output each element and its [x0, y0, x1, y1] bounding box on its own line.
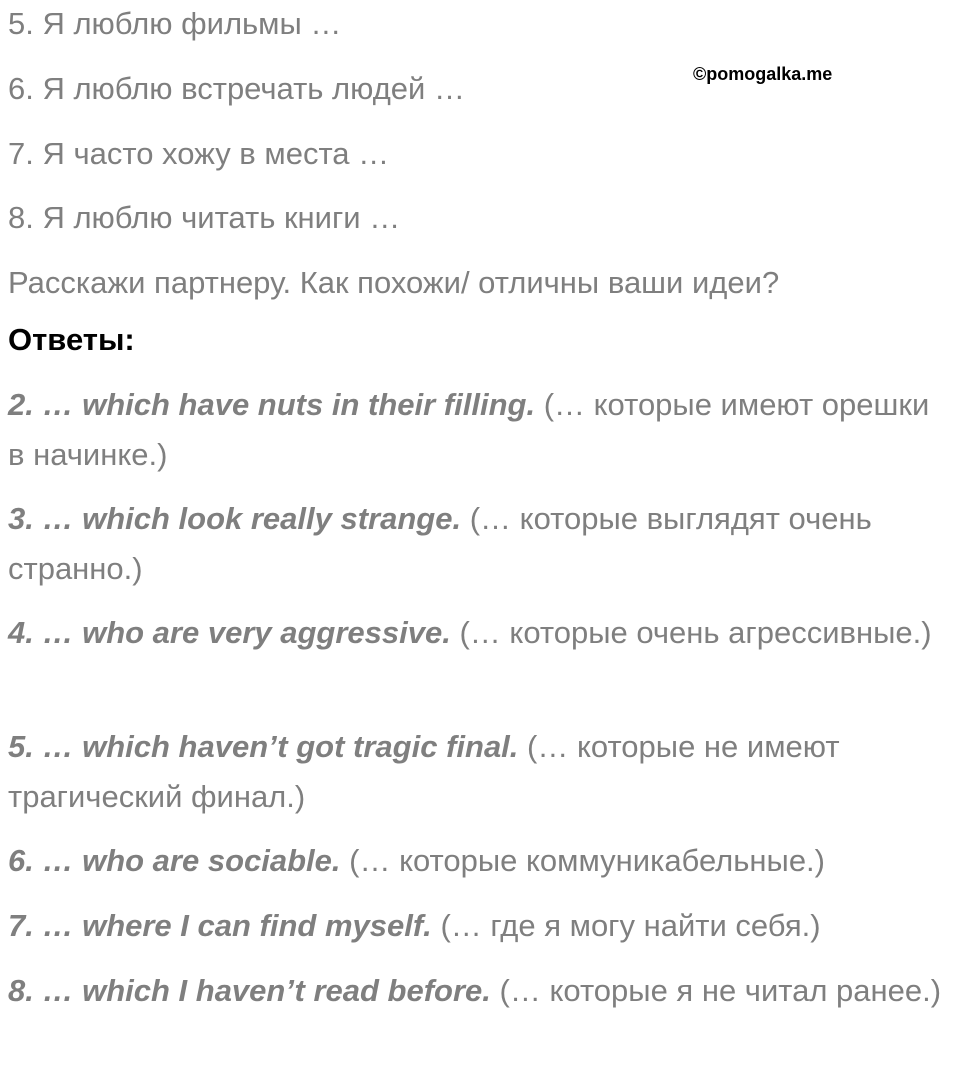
partner-task: Расскажи партнеру. Как похожи/ отличны ваши идеи?	[8, 265, 780, 300]
answer-2	[8, 380, 948, 480]
answer-3-russian: (… которые выглядят очень странно.)	[8, 501, 872, 586]
question-7: 7. Я часто хожу в места …	[8, 136, 390, 171]
question-5: 5. Я люблю фильмы …	[8, 6, 342, 41]
answers-heading: Ответы:	[8, 322, 135, 357]
answer-5-russian: (… которые не имеют трагический финал.)	[8, 729, 840, 814]
answer-2-english: 2. … which have nuts in their filling.	[8, 387, 536, 422]
answer-4	[8, 608, 948, 658]
watermark: ©pomogalka.me	[693, 64, 833, 84]
answer-3	[8, 494, 948, 594]
answer-6-russian: (… которые коммуникабельные.)	[349, 843, 825, 878]
answer-8-russian: (… которые я не читал ранее.)	[499, 973, 942, 1008]
answer-3-english: 3. … which look really strange.	[8, 501, 462, 536]
answer-2-russian: (… которые имеют орешки в начинке.)	[8, 387, 930, 472]
answer-7	[8, 901, 948, 951]
answer-5	[8, 722, 948, 822]
answer-5-english: 5. … which haven’t got tragic final.	[8, 729, 519, 764]
answer-4-english: 4. … who are very aggressive.	[8, 615, 451, 650]
answer-6-english: 6. … who are sociable.	[8, 843, 341, 878]
answer-8	[8, 966, 948, 1016]
question-6: 6. Я люблю встречать людей …	[8, 71, 465, 106]
answer-8-english: 8. … which I haven’t read before.	[8, 973, 491, 1008]
answer-4-russian: (… которые очень агрессивные.)	[459, 615, 932, 650]
question-8: 8. Я люблю читать книги …	[8, 200, 401, 235]
answer-7-english: 7. … where I can find myself.	[8, 908, 432, 943]
answer-6	[8, 836, 948, 886]
answer-7-russian: (… где я могу найти себя.)	[440, 908, 821, 943]
